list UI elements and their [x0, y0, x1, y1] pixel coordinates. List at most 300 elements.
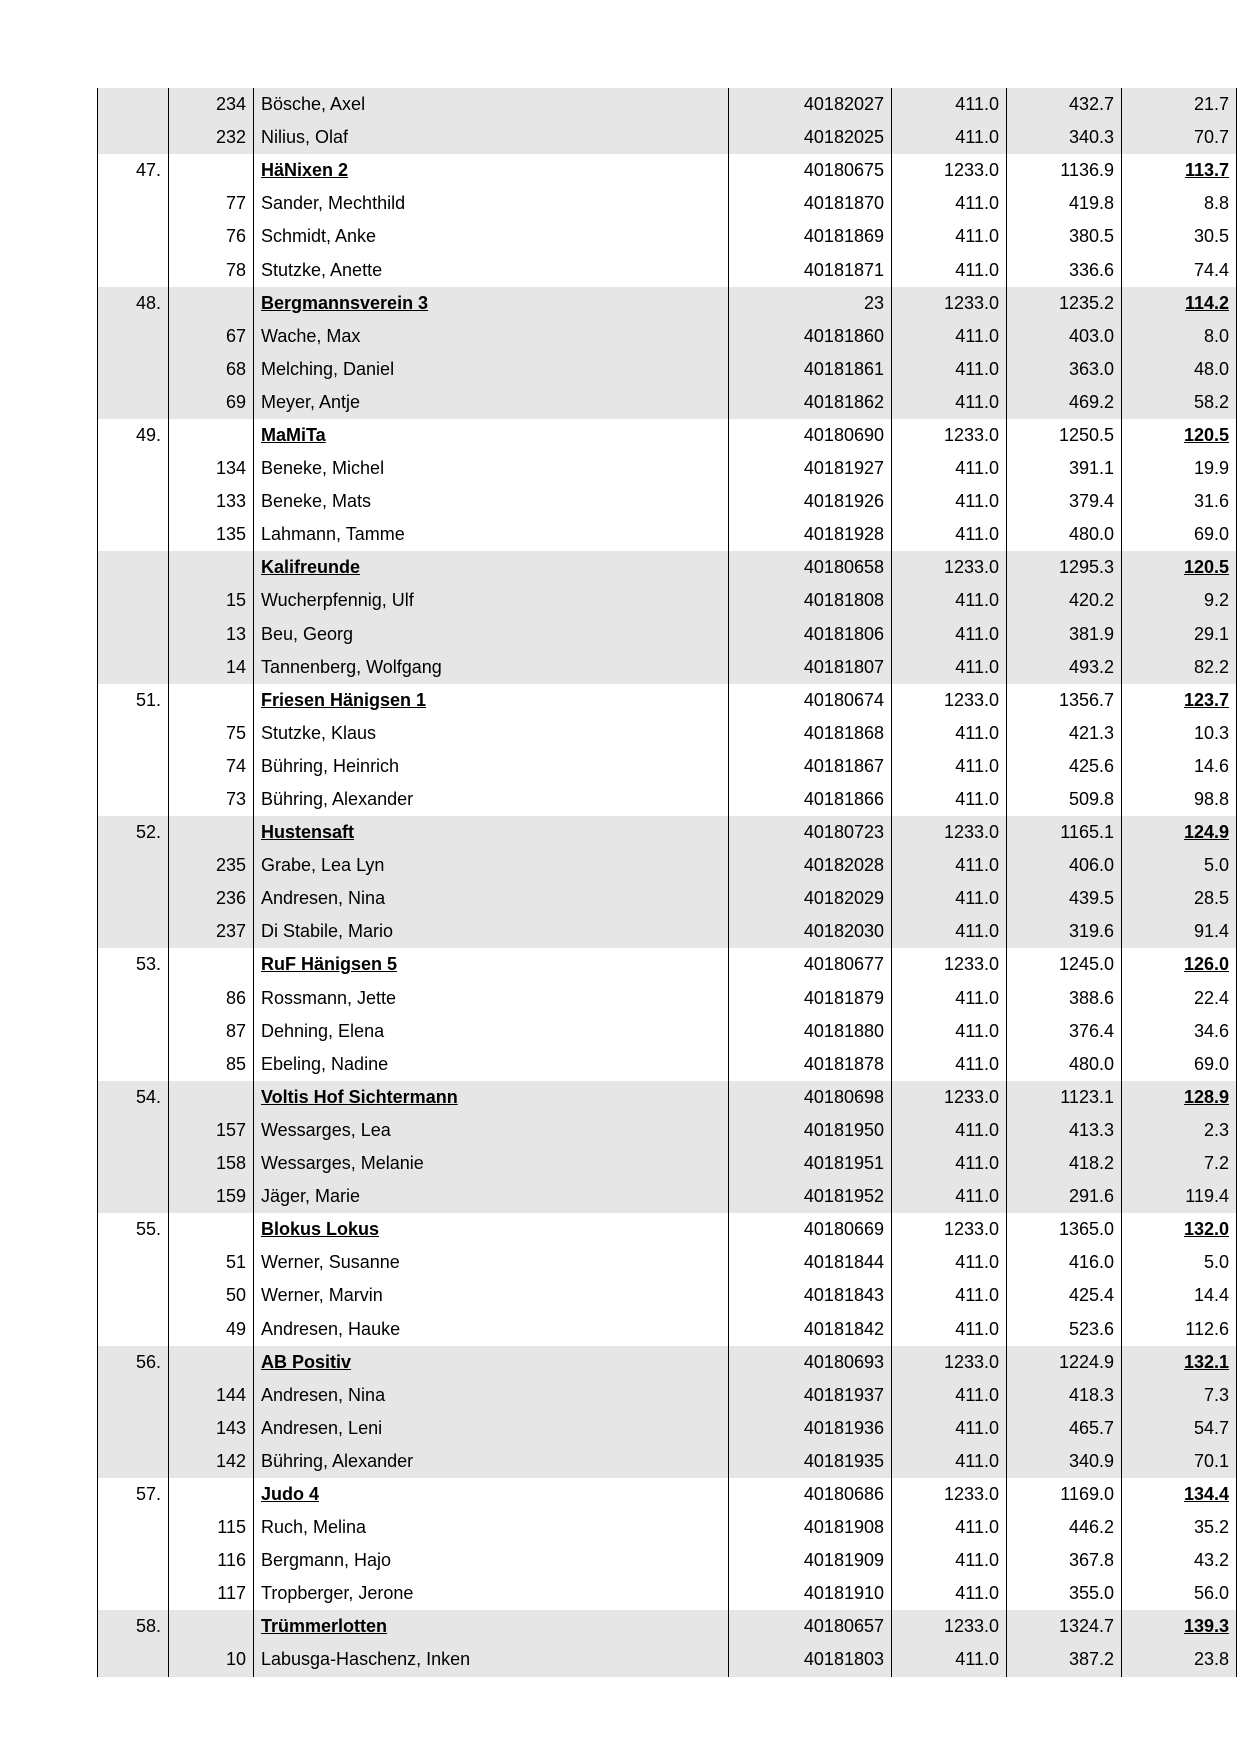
- member-result: 388.6: [1007, 982, 1122, 1015]
- member-difference: 28.5: [1122, 882, 1237, 915]
- member-id: 40182027: [729, 88, 892, 121]
- member-id: 40181869: [729, 220, 892, 253]
- results-body: [98, 88, 1237, 1677]
- member-difference: 9.2: [1122, 584, 1237, 617]
- team-name: Judo 4: [254, 1478, 729, 1511]
- member-row: [98, 717, 1237, 750]
- member-name: Schmidt, Anke: [254, 220, 729, 253]
- team-target: 1233.0: [892, 1346, 1007, 1379]
- member-name: Beneke, Michel: [254, 452, 729, 485]
- team-result: 1365.0: [1007, 1213, 1122, 1246]
- member-target: 411.0: [892, 121, 1007, 154]
- team-difference: 123.7: [1122, 684, 1237, 717]
- member-row: [98, 915, 1237, 948]
- team-target: 1233.0: [892, 816, 1007, 849]
- member-result: 355.0: [1007, 1577, 1122, 1610]
- member-rank: [98, 849, 169, 882]
- team-rank: 58.: [98, 1610, 169, 1643]
- team-target: 1233.0: [892, 1213, 1007, 1246]
- team-difference: 128.9: [1122, 1081, 1237, 1114]
- team-id: 40180658: [729, 551, 892, 584]
- member-target: 411.0: [892, 1312, 1007, 1345]
- member-id: 40181844: [729, 1246, 892, 1279]
- member-id: 40181808: [729, 584, 892, 617]
- team-rank: 48.: [98, 287, 169, 320]
- team-start-no: [169, 948, 254, 981]
- team-result: 1136.9: [1007, 154, 1122, 187]
- member-rank: [98, 485, 169, 518]
- member-result: 418.3: [1007, 1379, 1122, 1412]
- member-difference: 58.2: [1122, 386, 1237, 419]
- member-rank: [98, 452, 169, 485]
- team-start-no: [169, 1081, 254, 1114]
- member-name: Sander, Mechthild: [254, 187, 729, 220]
- start-number: 77: [169, 187, 254, 220]
- team-target: 1233.0: [892, 1478, 1007, 1511]
- member-rank: [98, 1279, 169, 1312]
- member-target: 411.0: [892, 849, 1007, 882]
- member-target: 411.0: [892, 1544, 1007, 1577]
- team-row: [98, 684, 1237, 717]
- member-row: [98, 1379, 1237, 1412]
- team-name: Kalifreunde: [254, 551, 729, 584]
- member-name: Lahmann, Tamme: [254, 518, 729, 551]
- member-result: 319.6: [1007, 915, 1122, 948]
- member-target: 411.0: [892, 584, 1007, 617]
- team-row: [98, 948, 1237, 981]
- member-rank: [98, 750, 169, 783]
- start-number: 235: [169, 849, 254, 882]
- member-row: [98, 1180, 1237, 1213]
- team-difference: 139.3: [1122, 1610, 1237, 1643]
- member-name: Ruch, Melina: [254, 1511, 729, 1544]
- member-row: [98, 1544, 1237, 1577]
- team-row: [98, 816, 1237, 849]
- member-result: 432.7: [1007, 88, 1122, 121]
- team-difference: 134.4: [1122, 1478, 1237, 1511]
- start-number: 143: [169, 1412, 254, 1445]
- member-row: [98, 518, 1237, 551]
- member-rank: [98, 1246, 169, 1279]
- team-id: 40180677: [729, 948, 892, 981]
- member-name: Beneke, Mats: [254, 485, 729, 518]
- start-number: 68: [169, 353, 254, 386]
- team-start-no: [169, 684, 254, 717]
- team-name: Voltis Hof Sichtermann: [254, 1081, 729, 1114]
- member-result: 336.6: [1007, 253, 1122, 286]
- member-result: 291.6: [1007, 1180, 1122, 1213]
- team-target: 1233.0: [892, 419, 1007, 452]
- team-target: 1233.0: [892, 684, 1007, 717]
- member-id: 40181870: [729, 187, 892, 220]
- member-result: 363.0: [1007, 353, 1122, 386]
- team-result: 1169.0: [1007, 1478, 1122, 1511]
- team-start-no: [169, 816, 254, 849]
- member-name: Beu, Georg: [254, 618, 729, 651]
- team-rank: 54.: [98, 1081, 169, 1114]
- team-result: 1356.7: [1007, 684, 1122, 717]
- start-number: 49: [169, 1312, 254, 1345]
- member-target: 411.0: [892, 353, 1007, 386]
- team-target: 1233.0: [892, 287, 1007, 320]
- start-number: 15: [169, 584, 254, 617]
- member-rank: [98, 584, 169, 617]
- member-name: Labusga-Haschenz, Inken: [254, 1643, 729, 1676]
- member-rank: [98, 1511, 169, 1544]
- team-id: 40180657: [729, 1610, 892, 1643]
- member-row: [98, 982, 1237, 1015]
- start-number: 157: [169, 1114, 254, 1147]
- member-name: Melching, Daniel: [254, 353, 729, 386]
- member-difference: 21.7: [1122, 88, 1237, 121]
- member-target: 411.0: [892, 220, 1007, 253]
- member-target: 411.0: [892, 485, 1007, 518]
- member-target: 411.0: [892, 452, 1007, 485]
- member-rank: [98, 717, 169, 750]
- member-rank: [98, 982, 169, 1015]
- member-rank: [98, 386, 169, 419]
- start-number: 73: [169, 783, 254, 816]
- team-row: [98, 1081, 1237, 1114]
- member-name: Wessarges, Melanie: [254, 1147, 729, 1180]
- member-result: 420.2: [1007, 584, 1122, 617]
- team-rank: 51.: [98, 684, 169, 717]
- member-row: [98, 618, 1237, 651]
- team-name: Bergmannsverein 3: [254, 287, 729, 320]
- member-row: [98, 88, 1237, 121]
- member-row: [98, 584, 1237, 617]
- member-row: [98, 220, 1237, 253]
- member-result: 480.0: [1007, 1048, 1122, 1081]
- team-id: 40180723: [729, 816, 892, 849]
- member-rank: [98, 220, 169, 253]
- member-difference: 34.6: [1122, 1015, 1237, 1048]
- member-row: [98, 1147, 1237, 1180]
- member-id: 40181936: [729, 1412, 892, 1445]
- team-start-no: [169, 154, 254, 187]
- member-result: 416.0: [1007, 1246, 1122, 1279]
- start-number: 142: [169, 1445, 254, 1478]
- team-result: 1123.1: [1007, 1081, 1122, 1114]
- member-name: Wessarges, Lea: [254, 1114, 729, 1147]
- team-start-no: [169, 1610, 254, 1643]
- member-id: 40181908: [729, 1511, 892, 1544]
- member-name: Werner, Marvin: [254, 1279, 729, 1312]
- member-rank: [98, 1544, 169, 1577]
- member-id: 40182025: [729, 121, 892, 154]
- team-name: Friesen Hänigsen 1: [254, 684, 729, 717]
- member-rank: [98, 1643, 169, 1676]
- member-rank: [98, 618, 169, 651]
- member-id: 40181880: [729, 1015, 892, 1048]
- team-result: 1250.5: [1007, 419, 1122, 452]
- member-target: 411.0: [892, 1015, 1007, 1048]
- member-difference: 19.9: [1122, 452, 1237, 485]
- start-number: 236: [169, 882, 254, 915]
- team-difference: 120.5: [1122, 551, 1237, 584]
- member-difference: 23.8: [1122, 1643, 1237, 1676]
- member-id: 40181861: [729, 353, 892, 386]
- member-difference: 22.4: [1122, 982, 1237, 1015]
- member-row: [98, 1511, 1237, 1544]
- member-rank: [98, 1147, 169, 1180]
- team-rank: 57.: [98, 1478, 169, 1511]
- member-difference: 70.7: [1122, 121, 1237, 154]
- team-id: 40180686: [729, 1478, 892, 1511]
- member-target: 411.0: [892, 783, 1007, 816]
- start-number: 117: [169, 1577, 254, 1610]
- member-name: Nilius, Olaf: [254, 121, 729, 154]
- member-result: 419.8: [1007, 187, 1122, 220]
- member-difference: 119.4: [1122, 1180, 1237, 1213]
- start-number: 144: [169, 1379, 254, 1412]
- member-target: 411.0: [892, 1511, 1007, 1544]
- team-result: 1235.2: [1007, 287, 1122, 320]
- start-number: 50: [169, 1279, 254, 1312]
- member-difference: 14.4: [1122, 1279, 1237, 1312]
- member-difference: 7.3: [1122, 1379, 1237, 1412]
- member-id: 40181806: [729, 618, 892, 651]
- member-result: 469.2: [1007, 386, 1122, 419]
- team-rank: 55.: [98, 1213, 169, 1246]
- member-target: 411.0: [892, 386, 1007, 419]
- start-number: 135: [169, 518, 254, 551]
- member-target: 411.0: [892, 253, 1007, 286]
- member-name: Andresen, Nina: [254, 1379, 729, 1412]
- start-number: 133: [169, 485, 254, 518]
- team-start-no: [169, 1213, 254, 1246]
- start-number: 115: [169, 1511, 254, 1544]
- member-id: 40181928: [729, 518, 892, 551]
- member-target: 411.0: [892, 651, 1007, 684]
- member-difference: 98.8: [1122, 783, 1237, 816]
- member-row: [98, 320, 1237, 353]
- team-target: 1233.0: [892, 1081, 1007, 1114]
- member-row: [98, 353, 1237, 386]
- member-target: 411.0: [892, 1180, 1007, 1213]
- member-difference: 69.0: [1122, 1048, 1237, 1081]
- member-target: 411.0: [892, 1577, 1007, 1610]
- member-name: Rossmann, Jette: [254, 982, 729, 1015]
- team-target: 1233.0: [892, 948, 1007, 981]
- member-id: 40181868: [729, 717, 892, 750]
- member-name: Stutzke, Klaus: [254, 717, 729, 750]
- member-result: 381.9: [1007, 618, 1122, 651]
- member-difference: 14.6: [1122, 750, 1237, 783]
- member-id: 40181935: [729, 1445, 892, 1478]
- team-id: 23: [729, 287, 892, 320]
- member-result: 425.4: [1007, 1279, 1122, 1312]
- member-difference: 112.6: [1122, 1312, 1237, 1345]
- member-name: Di Stabile, Mario: [254, 915, 729, 948]
- member-target: 411.0: [892, 750, 1007, 783]
- start-number: 14: [169, 651, 254, 684]
- member-difference: 5.0: [1122, 849, 1237, 882]
- member-difference: 91.4: [1122, 915, 1237, 948]
- member-target: 411.0: [892, 717, 1007, 750]
- member-result: 493.2: [1007, 651, 1122, 684]
- member-row: [98, 783, 1237, 816]
- member-row: [98, 121, 1237, 154]
- member-id: 40181937: [729, 1379, 892, 1412]
- team-difference: 114.2: [1122, 287, 1237, 320]
- member-id: 40181843: [729, 1279, 892, 1312]
- member-difference: 43.2: [1122, 1544, 1237, 1577]
- team-id: 40180669: [729, 1213, 892, 1246]
- member-target: 411.0: [892, 882, 1007, 915]
- results-table: [97, 88, 1237, 1677]
- member-name: Andresen, Hauke: [254, 1312, 729, 1345]
- team-rank: 47.: [98, 154, 169, 187]
- member-id: 40181878: [729, 1048, 892, 1081]
- member-name: Tannenberg, Wolfgang: [254, 651, 729, 684]
- team-start-no: [169, 419, 254, 452]
- member-rank: [98, 915, 169, 948]
- member-target: 411.0: [892, 1412, 1007, 1445]
- team-start-no: [169, 287, 254, 320]
- member-row: [98, 386, 1237, 419]
- member-target: 411.0: [892, 88, 1007, 121]
- member-result: 465.7: [1007, 1412, 1122, 1445]
- member-row: [98, 1445, 1237, 1478]
- member-target: 411.0: [892, 1445, 1007, 1478]
- member-name: Andresen, Leni: [254, 1412, 729, 1445]
- member-rank: [98, 88, 169, 121]
- team-start-no: [169, 551, 254, 584]
- member-id: 40181867: [729, 750, 892, 783]
- team-result: 1245.0: [1007, 948, 1122, 981]
- member-id: 40181950: [729, 1114, 892, 1147]
- start-number: 116: [169, 1544, 254, 1577]
- member-result: 380.5: [1007, 220, 1122, 253]
- member-id: 40181951: [729, 1147, 892, 1180]
- start-number: 69: [169, 386, 254, 419]
- member-row: [98, 651, 1237, 684]
- member-target: 411.0: [892, 1114, 1007, 1147]
- team-id: 40180674: [729, 684, 892, 717]
- member-result: 425.6: [1007, 750, 1122, 783]
- team-name: MaMiTa: [254, 419, 729, 452]
- member-row: [98, 750, 1237, 783]
- team-start-no: [169, 1346, 254, 1379]
- member-name: Dehning, Elena: [254, 1015, 729, 1048]
- team-row: [98, 1478, 1237, 1511]
- team-difference: 132.0: [1122, 1213, 1237, 1246]
- member-name: Ebeling, Nadine: [254, 1048, 729, 1081]
- team-start-no: [169, 1478, 254, 1511]
- member-result: 379.4: [1007, 485, 1122, 518]
- member-rank: [98, 353, 169, 386]
- member-target: 411.0: [892, 1147, 1007, 1180]
- start-number: 67: [169, 320, 254, 353]
- member-id: 40181860: [729, 320, 892, 353]
- member-difference: 8.0: [1122, 320, 1237, 353]
- member-result: 387.2: [1007, 1643, 1122, 1676]
- team-id: 40180693: [729, 1346, 892, 1379]
- member-difference: 7.2: [1122, 1147, 1237, 1180]
- team-target: 1233.0: [892, 154, 1007, 187]
- member-difference: 30.5: [1122, 220, 1237, 253]
- team-difference: 124.9: [1122, 816, 1237, 849]
- member-target: 411.0: [892, 915, 1007, 948]
- member-rank: [98, 253, 169, 286]
- member-difference: 56.0: [1122, 1577, 1237, 1610]
- member-id: 40182030: [729, 915, 892, 948]
- member-rank: [98, 1312, 169, 1345]
- member-id: 40182029: [729, 882, 892, 915]
- member-id: 40181927: [729, 452, 892, 485]
- member-row: [98, 1246, 1237, 1279]
- member-id: 40181879: [729, 982, 892, 1015]
- team-difference: 120.5: [1122, 419, 1237, 452]
- team-target: 1233.0: [892, 551, 1007, 584]
- member-difference: 29.1: [1122, 618, 1237, 651]
- member-row: [98, 1279, 1237, 1312]
- start-number: 234: [169, 88, 254, 121]
- member-row: [98, 882, 1237, 915]
- team-row: [98, 287, 1237, 320]
- team-rank: 56.: [98, 1346, 169, 1379]
- start-number: 78: [169, 253, 254, 286]
- member-rank: [98, 1577, 169, 1610]
- member-target: 411.0: [892, 982, 1007, 1015]
- member-name: Tropberger, Jerone: [254, 1577, 729, 1610]
- member-difference: 69.0: [1122, 518, 1237, 551]
- start-number: 86: [169, 982, 254, 1015]
- member-name: Bühring, Alexander: [254, 783, 729, 816]
- member-rank: [98, 518, 169, 551]
- member-rank: [98, 1412, 169, 1445]
- team-row: [98, 551, 1237, 584]
- member-name: Andresen, Nina: [254, 882, 729, 915]
- team-name: HäNixen 2: [254, 154, 729, 187]
- member-rank: [98, 121, 169, 154]
- member-result: 406.0: [1007, 849, 1122, 882]
- member-name: Stutzke, Anette: [254, 253, 729, 286]
- member-row: [98, 485, 1237, 518]
- member-result: 340.3: [1007, 121, 1122, 154]
- team-result: 1295.3: [1007, 551, 1122, 584]
- start-number: 75: [169, 717, 254, 750]
- member-rank: [98, 1445, 169, 1478]
- member-target: 411.0: [892, 1279, 1007, 1312]
- member-difference: 82.2: [1122, 651, 1237, 684]
- member-rank: [98, 1114, 169, 1147]
- team-id: 40180675: [729, 154, 892, 187]
- member-target: 411.0: [892, 1246, 1007, 1279]
- team-id: 40180690: [729, 419, 892, 452]
- member-name: Wache, Max: [254, 320, 729, 353]
- member-difference: 74.4: [1122, 253, 1237, 286]
- member-row: [98, 253, 1237, 286]
- member-result: 340.9: [1007, 1445, 1122, 1478]
- member-target: 411.0: [892, 187, 1007, 220]
- member-name: Wucherpfennig, Ulf: [254, 584, 729, 617]
- member-row: [98, 849, 1237, 882]
- member-result: 421.3: [1007, 717, 1122, 750]
- member-result: 439.5: [1007, 882, 1122, 915]
- member-difference: 70.1: [1122, 1445, 1237, 1478]
- member-rank: [98, 651, 169, 684]
- member-difference: 48.0: [1122, 353, 1237, 386]
- team-difference: 126.0: [1122, 948, 1237, 981]
- member-difference: 31.6: [1122, 485, 1237, 518]
- member-result: 413.3: [1007, 1114, 1122, 1147]
- member-rank: [98, 320, 169, 353]
- team-name: Hustensaft: [254, 816, 729, 849]
- member-rank: [98, 882, 169, 915]
- member-result: 376.4: [1007, 1015, 1122, 1048]
